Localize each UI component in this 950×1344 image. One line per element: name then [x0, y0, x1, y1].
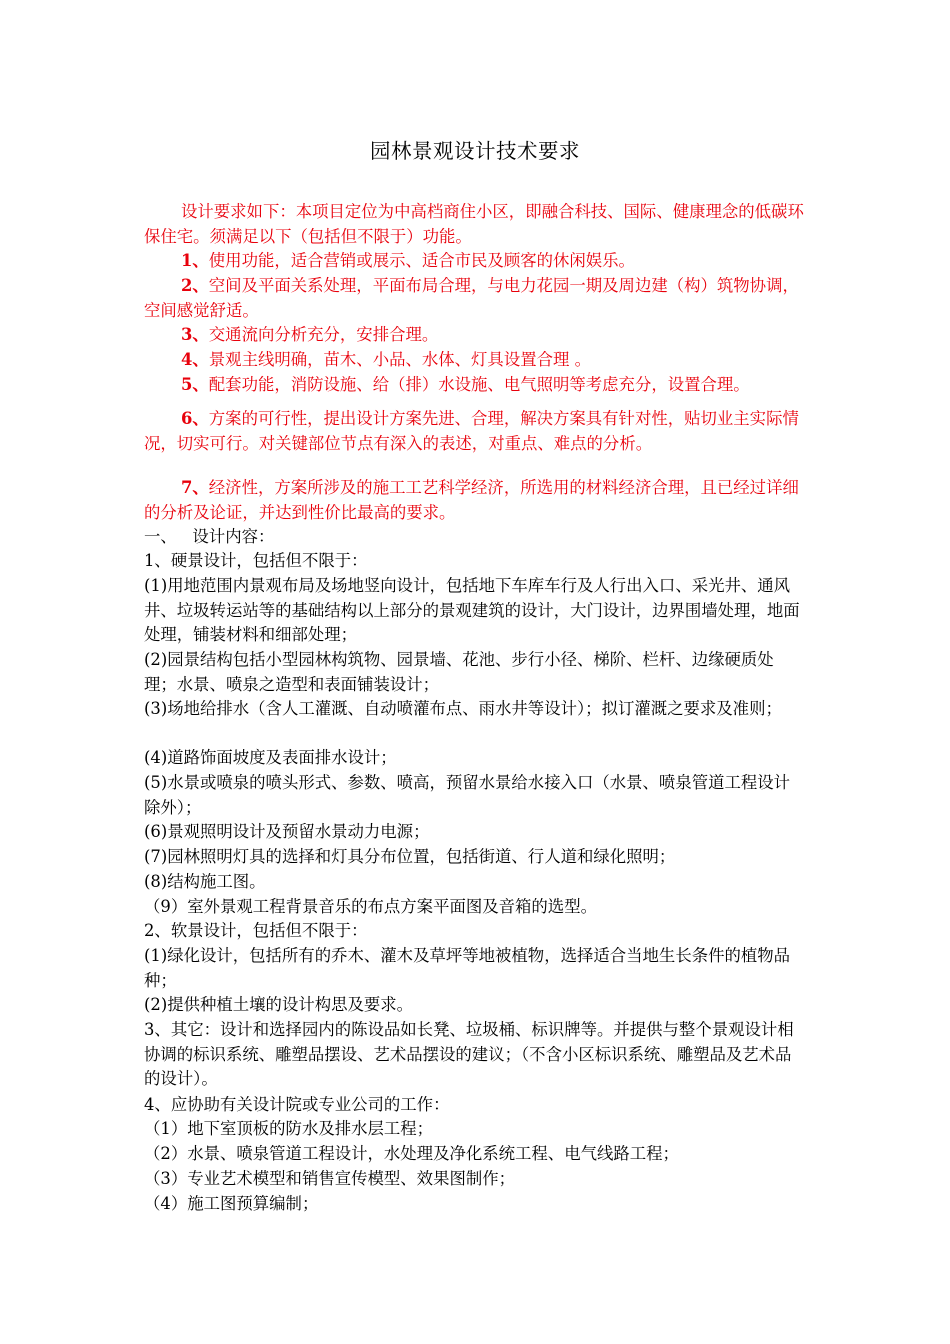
requirement-number: 3、	[181, 325, 209, 344]
requirement-text: 配套功能，消防设施、给（排）水设施、电气照明等考虑充分，设置合理。	[208, 375, 750, 394]
section-heading-design-content: 一、 设计内容：	[144, 527, 275, 546]
hardscape-item-3: (3)场地给排水（含人工灌溉、自动喷灌布点、雨水井等设计）；拟订灌溉之要求及准则；	[144, 699, 782, 718]
requirement-number: 1、	[181, 251, 209, 270]
softscape-item-2: (2)提供种植土壤的设计构思及要求。	[144, 995, 414, 1014]
hardscape-item-1: (1)用地范围内景观布局及场地竖向设计，包括地下车库车行及人行出入口、采光井、通风井、垃圾转运站等的基础结构以上部分的景观建筑的设计，大门设计，边界围墙处理，地面处理，铺装材料和细部处理；	[144, 576, 800, 644]
requirement-4	[144, 348, 806, 373]
requirement-number: 4、	[181, 350, 209, 369]
design-requirements-intro: 设计要求如下：本项目定位为中高档商住小区，即融合科技、国际、健康理念的低碳环保住宅。须满足以下（包括但不限于）功能。	[144, 202, 804, 246]
assist-item-2: （2）水景、喷泉管道工程设计，水处理及净化系统工程、电气线路工程；	[144, 1144, 679, 1163]
requirement-2	[144, 274, 806, 323]
requirement-text: 空间及平面关系处理，平面布局合理，与电力花园一期及周边建（构）筑物协调，空间感觉舒适。	[144, 276, 799, 320]
other-requirements: 3、其它：设计和选择园内的陈设品如长凳、垃圾桶、标识牌等。并提供与整个景观设计相协调的标识系统、雕塑品摆设、艺术品摆设的建议；（不含小区标识系统、雕塑品及艺术品的设计）。	[144, 1020, 794, 1088]
hardscape-item-6: (6)景观照明设计及预留水景动力电源；	[144, 822, 430, 841]
requirement-number: 6、	[181, 409, 209, 428]
requirement-text: 方案的可行性，提出设计方案先进、合理，解决方案具有针对性，贴切业主实际情况，切实可行。对关键部位节点有深入的表述，对重点、难点的分析。	[144, 409, 799, 453]
softscape-item-1: (1)绿化设计，包括所有的乔木、灌木及草坪等地被植物，选择适合当地生长条件的植物品种；	[144, 946, 791, 990]
requirement-number: 5、	[181, 375, 209, 394]
requirement-text: 交通流向分析充分，安排合理。	[208, 325, 439, 344]
softscape-heading: 2、软景设计，包括但不限于：	[144, 921, 368, 940]
assist-heading: 4、应协助有关设计院或专业公司的工作：	[144, 1095, 450, 1114]
requirement-text: 经济性，方案所涉及的施工工艺科学经济，所选用的材料经济合理，且已经过详细的分析及论证，并达到性价比最高的要求。	[144, 478, 799, 522]
requirement-6	[144, 407, 806, 456]
hardscape-item-8: (8)结构施工图。	[144, 872, 266, 891]
assist-item-1: （1）地下室顶板的防水及排水层工程；	[144, 1119, 434, 1138]
requirement-text: 景观主线明确，苗木、小品、水体、灯具设置合理 。	[208, 350, 591, 369]
hardscape-item-9: （9）室外景观工程背景音乐的布点方案平面图及音箱的选型。	[144, 897, 597, 916]
requirement-5	[144, 373, 806, 398]
hardscape-item-7: (7)园林照明灯具的选择和灯具分布位置，包括街道、行人道和绿化照明；	[144, 847, 676, 866]
requirement-3	[144, 323, 806, 348]
hardscape-item-5: (5)水景或喷泉的喷头形式、参数、喷高，预留水景给水接入口（水景、喷泉管道工程设计除外）；	[144, 773, 791, 817]
requirement-number: 7、	[181, 478, 209, 497]
assist-item-4: （4）施工图预算编制；	[144, 1194, 319, 1213]
requirement-number: 2、	[181, 276, 209, 295]
requirement-7	[144, 476, 806, 525]
document-title: 园林景观设计技术要求	[370, 139, 580, 163]
assist-item-3: （3）专业艺术模型和销售宣传模型、效果图制作；	[144, 1169, 516, 1188]
hardscape-item-4: (4)道路饰面坡度及表面排水设计；	[144, 748, 397, 767]
hardscape-item-2: (2)园景结构包括小型园林构筑物、园景墙、花池、步行小径、梯阶、栏杆、边缘硬质处理；水景、喷泉之造型和表面铺装设计；	[144, 650, 774, 694]
requirement-1	[144, 249, 806, 274]
requirement-text: 使用功能，适合营销或展示、适合市民及顾客的休闲娱乐。	[208, 251, 635, 270]
hardscape-heading: 1、硬景设计，包括但不限于：	[144, 551, 368, 570]
